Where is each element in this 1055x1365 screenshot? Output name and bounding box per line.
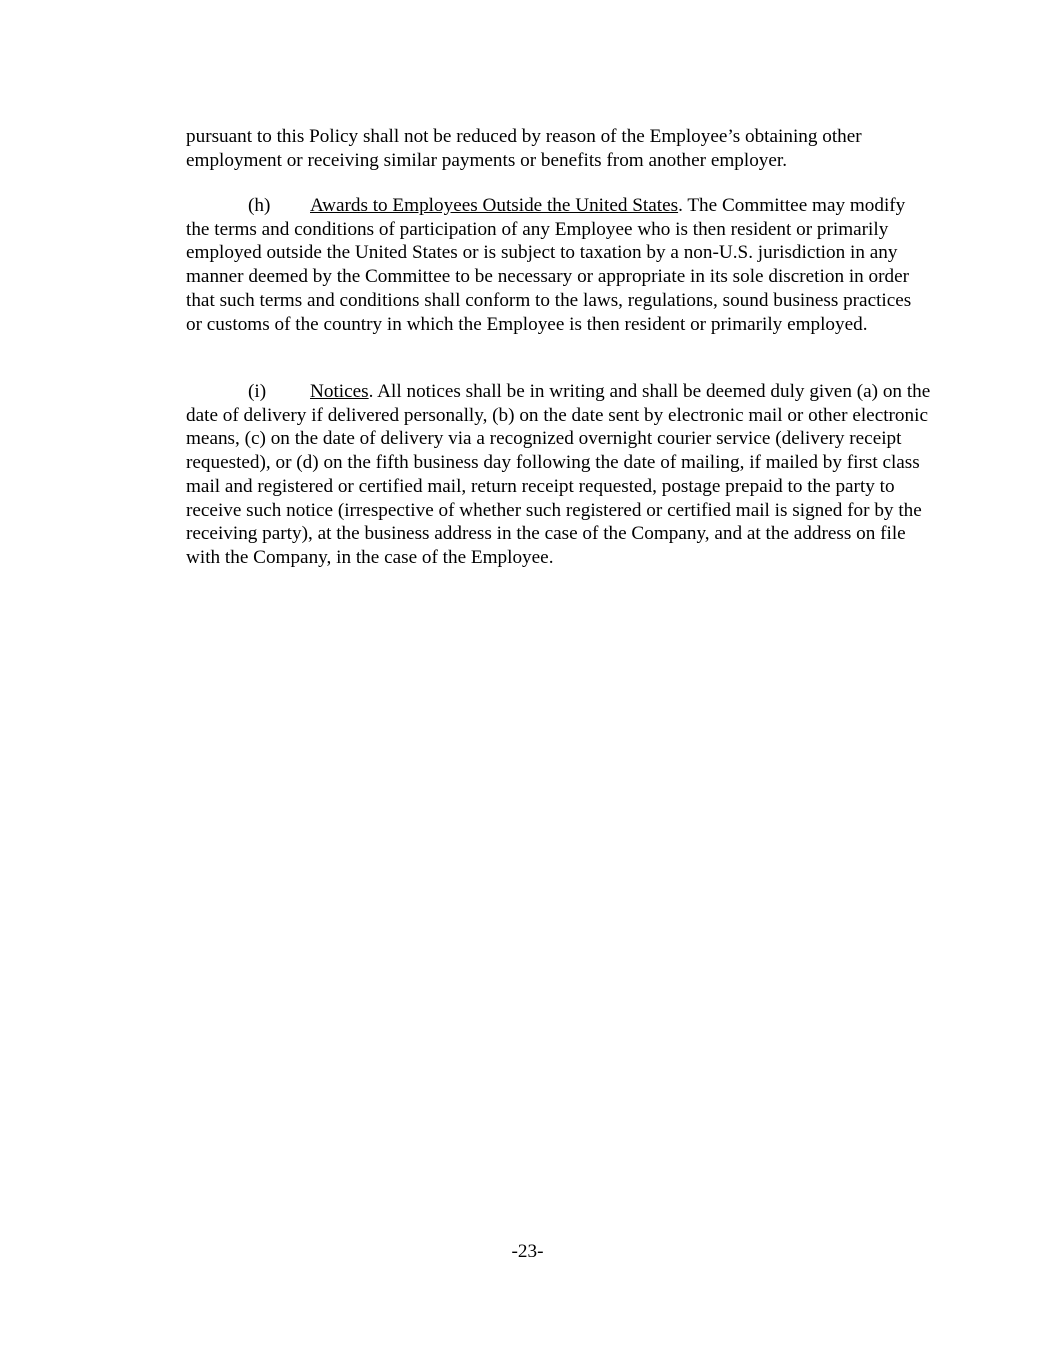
section-i-notices [186, 380, 931, 570]
section-h-awards-outside-us [186, 194, 931, 336]
section-number: (i) [248, 381, 267, 402]
section-text: . All notices shall be in writing and shall be deemed duly given (a) on the date of delivery if delivered personally, (b) on the date sent by electronic mail or other electronic means, (c) on the date of delivery via a recognized overnight courier service (delivery receipt requested), or (d) on the fifth business day following the date of mailing, if mailed by first class mail and registered or certified mail, return receipt requested, postage prepaid to the party to receive such notice (irrespective of whether such registered or certified mail is signed for by the receiving party), at the business address in the case of the Company, and at the address on file with the Company, in the case of the Employee. [186, 381, 931, 568]
section-number: (h) [248, 195, 271, 216]
section-heading: Notices [310, 381, 369, 402]
section-text: . The Committee may modify the terms and conditions of participation of any Employee who is then resident or primarily employed outside the United States or is subject to taxation by a non-U.S. jurisdiction in any manner deemed by the Committee to be necessary or appropriate in its sole discretion in order that such terms and conditions shall conform to the laws, regulations, sound business practices or customs of the country in which the Employee is then resident or primarily employed. [186, 195, 912, 335]
page-number: -23- [511, 1241, 544, 1262]
paragraph-continuation [186, 125, 931, 172]
section-heading: Awards to Employees Outside the United States [310, 195, 679, 216]
paragraph-text: pursuant to this Policy shall not be reduced by reason of the Employee’s obtaining other employment or receiving similar payments or benefits from another employer. [186, 126, 862, 171]
